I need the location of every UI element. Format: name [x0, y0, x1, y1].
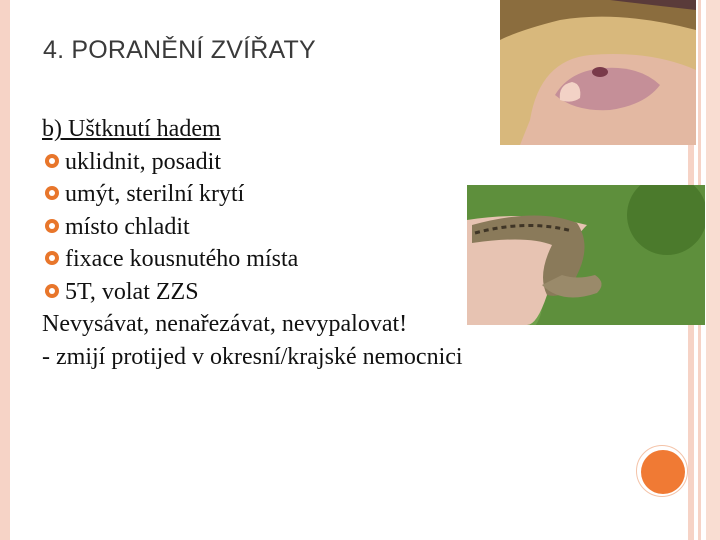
bullet-text: uklidnit, posadit: [65, 148, 221, 175]
bullet-item: [42, 243, 463, 276]
bullet-text: umýt, sterilní krytí: [65, 181, 245, 207]
bullet-icon: [45, 284, 59, 298]
bullet-item: [42, 211, 463, 244]
bullet-item: [42, 146, 463, 179]
bullet-text: fixace kousnutého místa: [65, 246, 299, 272]
snake-wrist-illustration: [467, 185, 705, 325]
bullet-item: [42, 276, 463, 309]
note-text: - zmijí protijed v okresní/krajské nemocnici: [42, 343, 463, 370]
slide-border-left: [0, 0, 10, 540]
bullet-icon: [45, 251, 59, 265]
slide-body: [42, 113, 463, 373]
snake-wrist-photo: [467, 185, 705, 325]
bullet-icon: [45, 219, 59, 233]
bullet-icon: [45, 154, 59, 168]
slide-title: 4. PORANĚNÍ ZVÍŘATY: [43, 36, 316, 64]
bullet-item: [42, 178, 463, 211]
bullet-text: místo chladit: [65, 213, 190, 240]
subheading: b) Uštknutí hadem: [42, 116, 221, 142]
finger-bite-photo: [500, 0, 696, 145]
bullet-icon: [45, 186, 59, 200]
warning-text: Nevysávat, nenařezávat, nevypalovat!: [42, 311, 408, 337]
decorative-circle: [641, 450, 685, 494]
finger-bite-illustration: [500, 0, 696, 145]
bullet-text: 5T, volat ZZS: [65, 278, 199, 305]
slide-border-right-outer: [706, 0, 720, 540]
